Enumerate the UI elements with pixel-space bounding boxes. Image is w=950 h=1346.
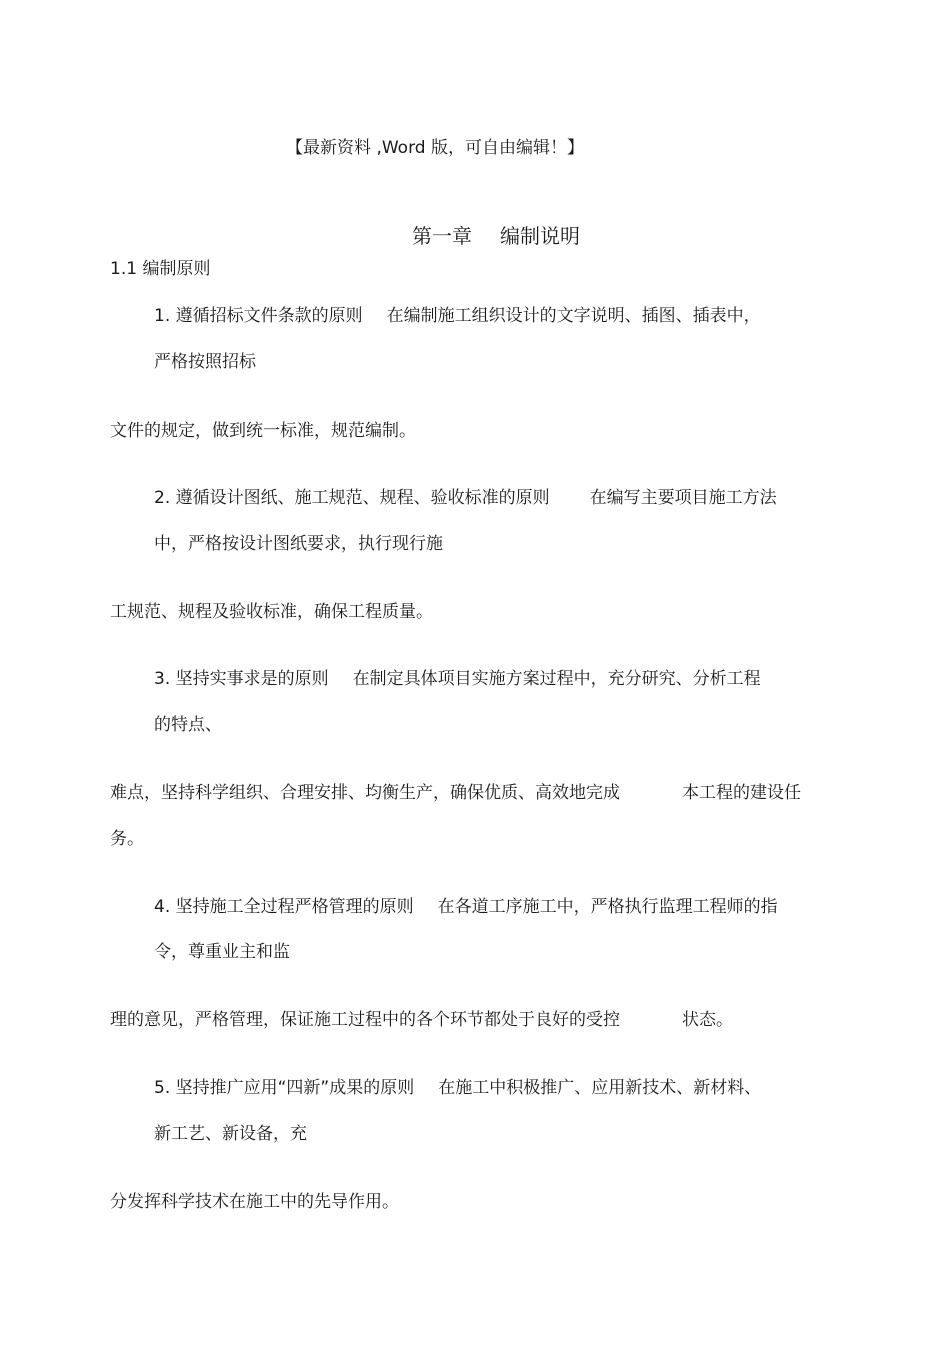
principle-5-text: 在施工中积极推广、应用新技术、新材料、 (438, 1078, 762, 1098)
principle-2-line-1 (154, 487, 777, 509)
principle-1-line-2: 严格按照招标 (154, 352, 256, 372)
chapter-title: 编制说明 (500, 224, 580, 248)
principle-4-continuation (110, 1009, 733, 1031)
principle-4-line-1 (154, 896, 778, 918)
header-note: 【最新资料 ,Word 版，可自由编辑！】 (286, 138, 584, 158)
principle-3-line-2: 的特点、 (154, 715, 222, 735)
principle-2-title: 2. 遵循设计图纸、施工规范、规程、验收标准的原则 (154, 488, 550, 508)
principle-2-text: 在编写主要项目施工方法 (589, 488, 777, 508)
principle-1-title: 1. 遵循招标文件条款的原则 (154, 306, 363, 326)
principle-1-text: 在编制施工组织设计的文字说明、插图、插表中， (386, 306, 761, 326)
section-heading: 1.1 编制原则 (110, 259, 211, 279)
chapter-number: 第一章 (412, 224, 472, 248)
principle-1-line-1 (154, 305, 761, 327)
principle-5-line-1 (154, 1077, 761, 1099)
principle-5-title: 5. 坚持推广应用“四新”成果的原则 (154, 1078, 415, 1098)
principle-4-title: 4. 坚持施工全过程严格管理的原则 (154, 897, 414, 917)
principle-2-line-2: 中，严格按设计图纸要求，执行现行施 (154, 534, 443, 554)
principle-5-continuation: 分发挥科学技术在施工中的先导作用。 (110, 1192, 399, 1212)
principle-4-text: 在各道工序施工中，严格执行监理工程师的指 (437, 897, 778, 917)
principle-1-continuation: 文件的规定，做到统一标准，规范编制。 (110, 421, 416, 441)
principle-3-continuation-tail: 本工程的建设任 (682, 783, 801, 803)
principle-3-continuation-text: 难点，坚持科学组织、合理安排、均衡生产，确保优质、高效地完成 (110, 783, 620, 803)
principle-3-text: 在制定具体项目实施方案过程中，充分研究、分析工程 (352, 669, 761, 689)
chapter-heading (412, 223, 580, 249)
principle-4-continuation-tail: 状态。 (682, 1010, 733, 1030)
principle-3-line-1 (154, 668, 761, 690)
principle-3-title: 3. 坚持实事求是的原则 (154, 669, 329, 689)
principle-4-line-2: 令，尊重业主和监 (154, 942, 290, 962)
principle-3-continuation-2: 务。 (110, 829, 144, 849)
principle-2-continuation: 工规范、规程及验收标准，确保工程质量。 (110, 602, 433, 622)
principle-5-line-2: 新工艺、新设备，充 (154, 1124, 307, 1144)
principle-4-continuation-text: 理的意见，严格管理，保证施工过程中的各个环节都处于良好的受控 (110, 1010, 620, 1030)
principle-3-continuation (110, 782, 801, 804)
